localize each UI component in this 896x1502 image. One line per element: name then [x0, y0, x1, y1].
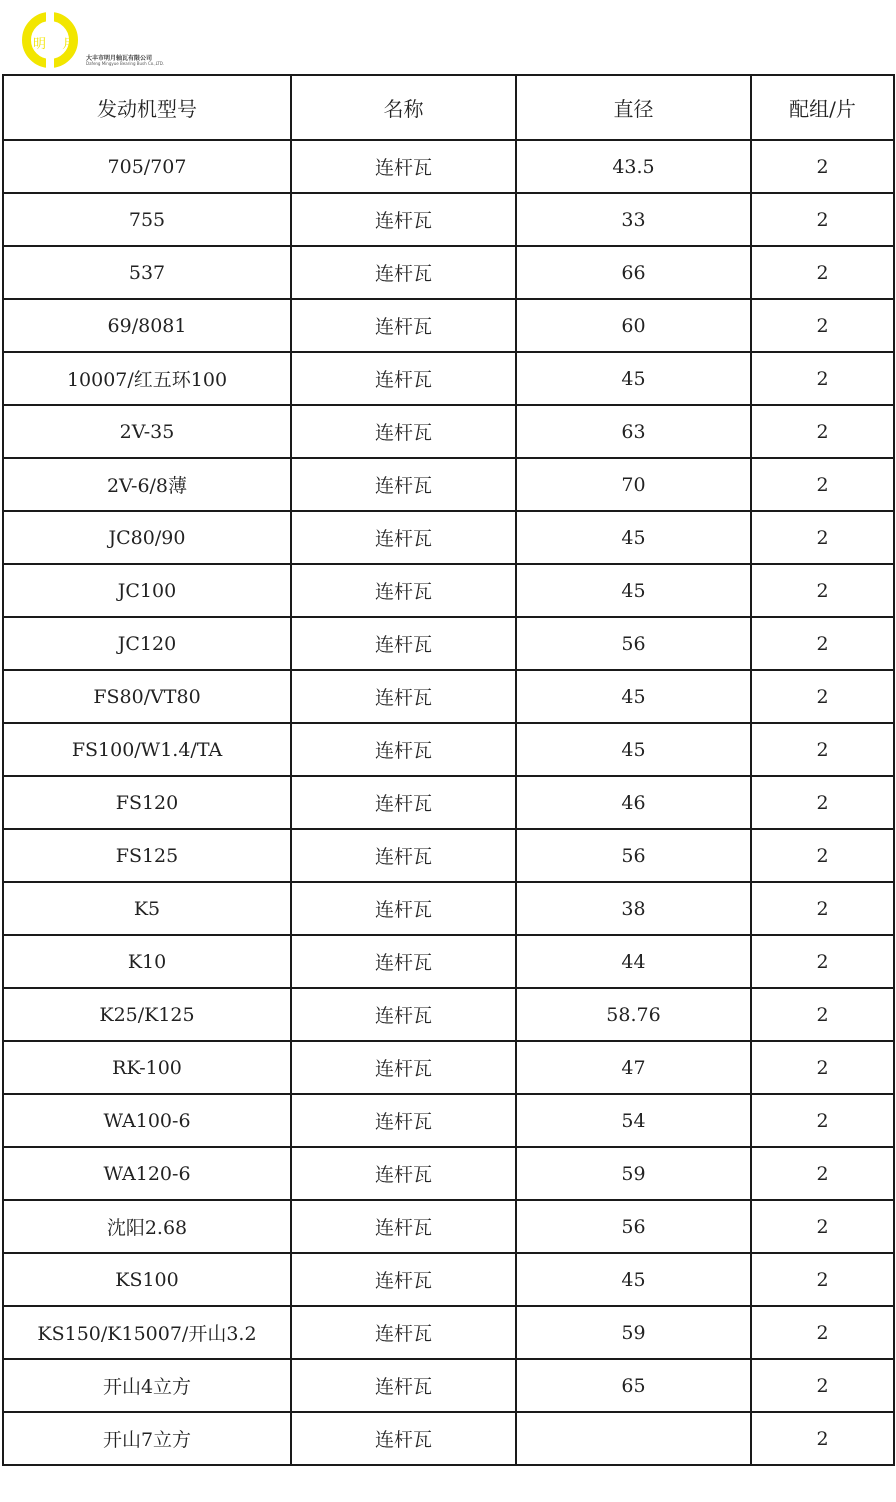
engine-model-cell: 69/8081 — [3, 299, 291, 352]
diameter-cell: 45 — [516, 352, 751, 405]
table-body — [3, 140, 894, 1465]
engine-model-cell: KS100 — [3, 1253, 291, 1306]
name-cell: 连杆瓦 — [291, 458, 516, 511]
table-row — [3, 511, 894, 564]
table-row — [3, 882, 894, 935]
pieces-cell: 2 — [751, 140, 894, 193]
header-name: 名称 — [291, 75, 516, 140]
header-pieces-per-set: 配组/片 — [751, 75, 894, 140]
name-cell: 连杆瓦 — [291, 246, 516, 299]
header-engine-model: 发动机型号 — [3, 75, 291, 140]
engine-model-cell: 2V-35 — [3, 405, 291, 458]
engine-model-cell: 537 — [3, 246, 291, 299]
table-row — [3, 1041, 894, 1094]
engine-model-cell: K5 — [3, 882, 291, 935]
pieces-cell: 2 — [751, 564, 894, 617]
table-row — [3, 1094, 894, 1147]
name-cell: 连杆瓦 — [291, 140, 516, 193]
diameter-cell: 45 — [516, 564, 751, 617]
table-row — [3, 776, 894, 829]
table-header-row — [3, 75, 894, 140]
table-row — [3, 1200, 894, 1253]
table-row — [3, 829, 894, 882]
name-cell: 连杆瓦 — [291, 1147, 516, 1200]
engine-model-cell: 沈阳2.68 — [3, 1200, 291, 1253]
engine-model-cell: FS80/VT80 — [3, 670, 291, 723]
name-cell: 连杆瓦 — [291, 193, 516, 246]
pieces-cell: 2 — [751, 776, 894, 829]
pieces-cell: 2 — [751, 1253, 894, 1306]
table-row — [3, 299, 894, 352]
table-row — [3, 246, 894, 299]
diameter-cell: 54 — [516, 1094, 751, 1147]
name-cell: 连杆瓦 — [291, 670, 516, 723]
table-row — [3, 1412, 894, 1465]
table-row — [3, 140, 894, 193]
diameter-cell: 44 — [516, 935, 751, 988]
engine-model-cell: FS120 — [3, 776, 291, 829]
engine-model-cell: 705/707 — [3, 140, 291, 193]
pieces-cell: 2 — [751, 246, 894, 299]
engine-model-cell: WA100-6 — [3, 1094, 291, 1147]
diameter-cell: 58.76 — [516, 988, 751, 1041]
pieces-cell: 2 — [751, 1041, 894, 1094]
engine-model-cell: K10 — [3, 935, 291, 988]
name-cell: 连杆瓦 — [291, 405, 516, 458]
name-cell: 连杆瓦 — [291, 1412, 516, 1465]
engine-model-cell: RK-100 — [3, 1041, 291, 1094]
name-cell: 连杆瓦 — [291, 935, 516, 988]
diameter-cell: 59 — [516, 1147, 751, 1200]
name-cell: 连杆瓦 — [291, 1359, 516, 1412]
diameter-cell: 45 — [516, 670, 751, 723]
engine-model-cell: KS150/K15007/开山3.2 — [3, 1306, 291, 1359]
table-row — [3, 1253, 894, 1306]
diameter-cell: 33 — [516, 193, 751, 246]
name-cell: 连杆瓦 — [291, 1094, 516, 1147]
pieces-cell: 2 — [751, 617, 894, 670]
table-row — [3, 352, 894, 405]
pieces-cell: 2 — [751, 723, 894, 776]
pieces-cell: 2 — [751, 882, 894, 935]
table-row — [3, 723, 894, 776]
pieces-cell: 2 — [751, 988, 894, 1041]
parts-table — [2, 74, 895, 1466]
pieces-cell: 2 — [751, 193, 894, 246]
table-row — [3, 1306, 894, 1359]
name-cell: 连杆瓦 — [291, 1041, 516, 1094]
name-cell: 连杆瓦 — [291, 723, 516, 776]
name-cell: 连杆瓦 — [291, 617, 516, 670]
diameter-cell: 63 — [516, 405, 751, 458]
diameter-cell: 56 — [516, 829, 751, 882]
pieces-cell: 2 — [751, 405, 894, 458]
pieces-cell: 2 — [751, 670, 894, 723]
table-row — [3, 1147, 894, 1200]
engine-model-cell: 755 — [3, 193, 291, 246]
pieces-cell: 2 — [751, 1147, 894, 1200]
pieces-cell: 2 — [751, 1359, 894, 1412]
name-cell: 连杆瓦 — [291, 511, 516, 564]
name-cell: 连杆瓦 — [291, 829, 516, 882]
table-row — [3, 193, 894, 246]
diameter-cell: 46 — [516, 776, 751, 829]
pieces-cell: 2 — [751, 299, 894, 352]
engine-model-cell: 2V-6/8薄 — [3, 458, 291, 511]
diameter-cell: 38 — [516, 882, 751, 935]
engine-model-cell: WA120-6 — [3, 1147, 291, 1200]
name-cell: 连杆瓦 — [291, 1306, 516, 1359]
table-row — [3, 1359, 894, 1412]
diameter-cell: 59 — [516, 1306, 751, 1359]
engine-model-cell: 10007/红五环100 — [3, 352, 291, 405]
name-cell: 连杆瓦 — [291, 352, 516, 405]
pieces-cell: 2 — [751, 1306, 894, 1359]
diameter-cell — [516, 1412, 751, 1465]
diameter-cell: 45 — [516, 723, 751, 776]
pieces-cell: 2 — [751, 511, 894, 564]
pieces-cell: 2 — [751, 1412, 894, 1465]
diameter-cell: 56 — [516, 1200, 751, 1253]
name-cell: 连杆瓦 — [291, 564, 516, 617]
diameter-cell: 70 — [516, 458, 751, 511]
table-row — [3, 935, 894, 988]
diameter-cell: 47 — [516, 1041, 751, 1094]
table-row — [3, 458, 894, 511]
company-logo — [20, 10, 220, 70]
engine-model-cell: K25/K125 — [3, 988, 291, 1041]
engine-model-cell: 开山7立方 — [3, 1412, 291, 1465]
table-row — [3, 617, 894, 670]
diameter-cell: 60 — [516, 299, 751, 352]
pieces-cell: 2 — [751, 352, 894, 405]
engine-model-cell: JC80/90 — [3, 511, 291, 564]
engine-model-cell: FS100/W1.4/TA — [3, 723, 291, 776]
name-cell: 连杆瓦 — [291, 882, 516, 935]
table-row — [3, 405, 894, 458]
engine-model-cell: JC100 — [3, 564, 291, 617]
pieces-cell: 2 — [751, 1200, 894, 1253]
diameter-cell: 45 — [516, 511, 751, 564]
name-cell: 连杆瓦 — [291, 776, 516, 829]
table-row — [3, 988, 894, 1041]
company-name-en: Dafeng Mingyue Bearing Bush Co.,LTD. — [86, 61, 165, 66]
pieces-cell: 2 — [751, 829, 894, 882]
engine-model-cell: FS125 — [3, 829, 291, 882]
engine-model-cell: 开山4立方 — [3, 1359, 291, 1412]
pieces-cell: 2 — [751, 1094, 894, 1147]
name-cell: 连杆瓦 — [291, 1253, 516, 1306]
pieces-cell: 2 — [751, 935, 894, 988]
diameter-cell: 66 — [516, 246, 751, 299]
table-row — [3, 564, 894, 617]
name-cell: 连杆瓦 — [291, 299, 516, 352]
company-name-cn: 大丰市明月轴瓦有限公司 — [86, 55, 153, 62]
pieces-cell: 2 — [751, 458, 894, 511]
diameter-cell: 56 — [516, 617, 751, 670]
header-diameter: 直径 — [516, 75, 751, 140]
logo-mark: 明 月 — [33, 37, 82, 52]
diameter-cell: 65 — [516, 1359, 751, 1412]
diameter-cell: 43.5 — [516, 140, 751, 193]
table-row — [3, 670, 894, 723]
diameter-cell: 45 — [516, 1253, 751, 1306]
name-cell: 连杆瓦 — [291, 988, 516, 1041]
engine-model-cell: JC120 — [3, 617, 291, 670]
name-cell: 连杆瓦 — [291, 1200, 516, 1253]
